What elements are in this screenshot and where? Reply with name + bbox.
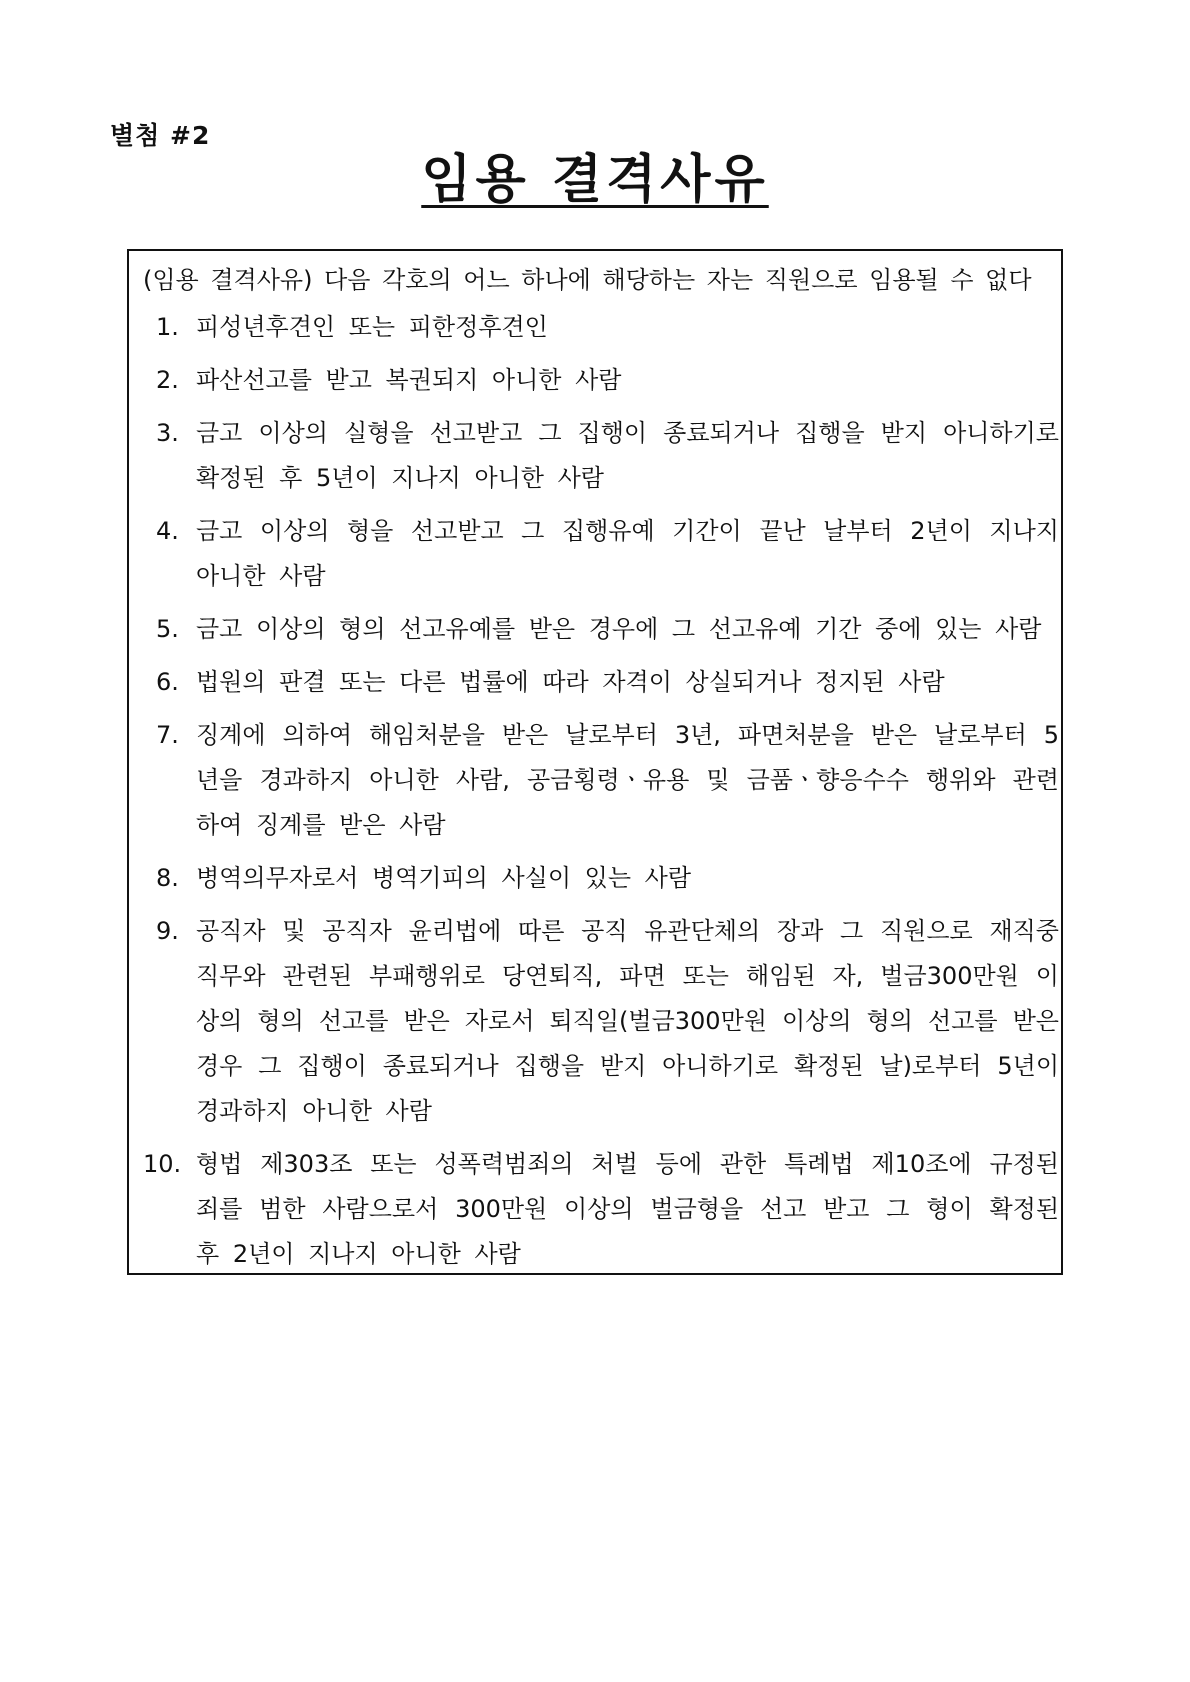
content-box bbox=[127, 249, 1063, 1275]
list-item-text: 공직자 및 공직자 윤리법에 따른 공직 유관단체의 장과 그 직원으로 재직중 bbox=[196, 917, 1059, 945]
list-item-number: 5. bbox=[156, 615, 179, 643]
list-item-text: 년을 경과하지 아니한 사람, 공금횡령ㆍ유용 및 금품ㆍ향응수수 행위와 관련 bbox=[196, 766, 1059, 794]
list-item-text: 병역의무자로서 병역기피의 사실이 있는 사람 bbox=[196, 864, 692, 892]
list-item bbox=[129, 305, 1061, 350]
list-item-text: 경과하지 아니한 사람 bbox=[196, 1097, 432, 1125]
list-item-number: 9. bbox=[156, 917, 179, 945]
list-item-text: 금고 이상의 실형을 선고받고 그 집행이 종료되거나 집행을 받지 아니하기로 bbox=[196, 419, 1059, 447]
list-item bbox=[129, 411, 1061, 501]
list-item-text: 파산선고를 받고 복권되지 아니한 사람 bbox=[196, 366, 622, 394]
list-item-text: 금고 이상의 형을 선고받고 그 집행유예 기간이 끝난 날부터 2년이 지나지 bbox=[196, 517, 1059, 545]
list-item bbox=[129, 713, 1061, 848]
list-item bbox=[129, 1142, 1061, 1277]
list-item-text: 상의 형의 선고를 받은 자로서 퇴직일(벌금300만원 이상의 형의 선고를 받은 bbox=[196, 1007, 1059, 1035]
list-item-text: 하여 징계를 받은 사람 bbox=[196, 811, 446, 839]
disqualification-list bbox=[129, 305, 1061, 1277]
list-item-text: 법원의 판결 또는 다른 법률에 따라 자격이 상실되거나 정지된 사람 bbox=[196, 668, 945, 696]
list-item-number: 7. bbox=[156, 721, 179, 749]
list-item bbox=[129, 660, 1061, 705]
list-item-text: 피성년후견인 또는 피한정후견인 bbox=[196, 313, 548, 341]
list-item-text: 형법 제303조 또는 성폭력범죄의 처벌 등에 관한 특례법 제10조에 규정된 bbox=[196, 1150, 1059, 1178]
list-item-text: 아니한 사람 bbox=[196, 562, 326, 590]
list-item bbox=[129, 909, 1061, 1134]
list-item-text: 징계에 의하여 해임처분을 받은 날로부터 3년, 파면처분을 받은 날로부터 5 bbox=[196, 721, 1059, 749]
list-item-number: 4. bbox=[156, 517, 179, 545]
list-item-text: 확정된 후 5년이 지나지 아니한 사람 bbox=[196, 464, 604, 492]
list-item-number: 10. bbox=[143, 1150, 182, 1178]
list-item bbox=[129, 856, 1061, 901]
list-item-text: 죄를 범한 사람으로서 300만원 이상의 벌금형을 선고 받고 그 형이 확정된 bbox=[196, 1195, 1059, 1223]
document-title bbox=[0, 148, 1190, 212]
list-item-text: 후 2년이 지나지 아니한 사람 bbox=[196, 1240, 521, 1268]
list-item bbox=[129, 509, 1061, 599]
intro-text: (임용 결격사유) 다음 각호의 어느 하나에 해당하는 자는 직원으로 임용될 수 없다 bbox=[143, 266, 1032, 294]
list-item-text: 직무와 관련된 부패행위로 당연퇴직, 파면 또는 해임된 자, 벌금300만원 이 bbox=[196, 962, 1059, 990]
list-item-text: 금고 이상의 형의 선고유예를 받은 경우에 그 선고유예 기간 중에 있는 사람 bbox=[196, 615, 1042, 643]
list-item-number: 1. bbox=[156, 313, 179, 341]
list-item-number: 8. bbox=[156, 864, 179, 892]
list-item-number: 3. bbox=[156, 419, 179, 447]
list-item bbox=[129, 607, 1061, 652]
list-item-number: 2. bbox=[156, 366, 179, 394]
document-title-text: 임용 결격사유 bbox=[421, 150, 769, 210]
list-item-number: 6. bbox=[156, 668, 179, 696]
list-item-text: 경우 그 집행이 종료되거나 집행을 받지 아니하기로 확정된 날)로부터 5년이 bbox=[196, 1052, 1059, 1080]
list-item bbox=[129, 358, 1061, 403]
attachment-label: 별첨 #2 bbox=[110, 121, 211, 150]
